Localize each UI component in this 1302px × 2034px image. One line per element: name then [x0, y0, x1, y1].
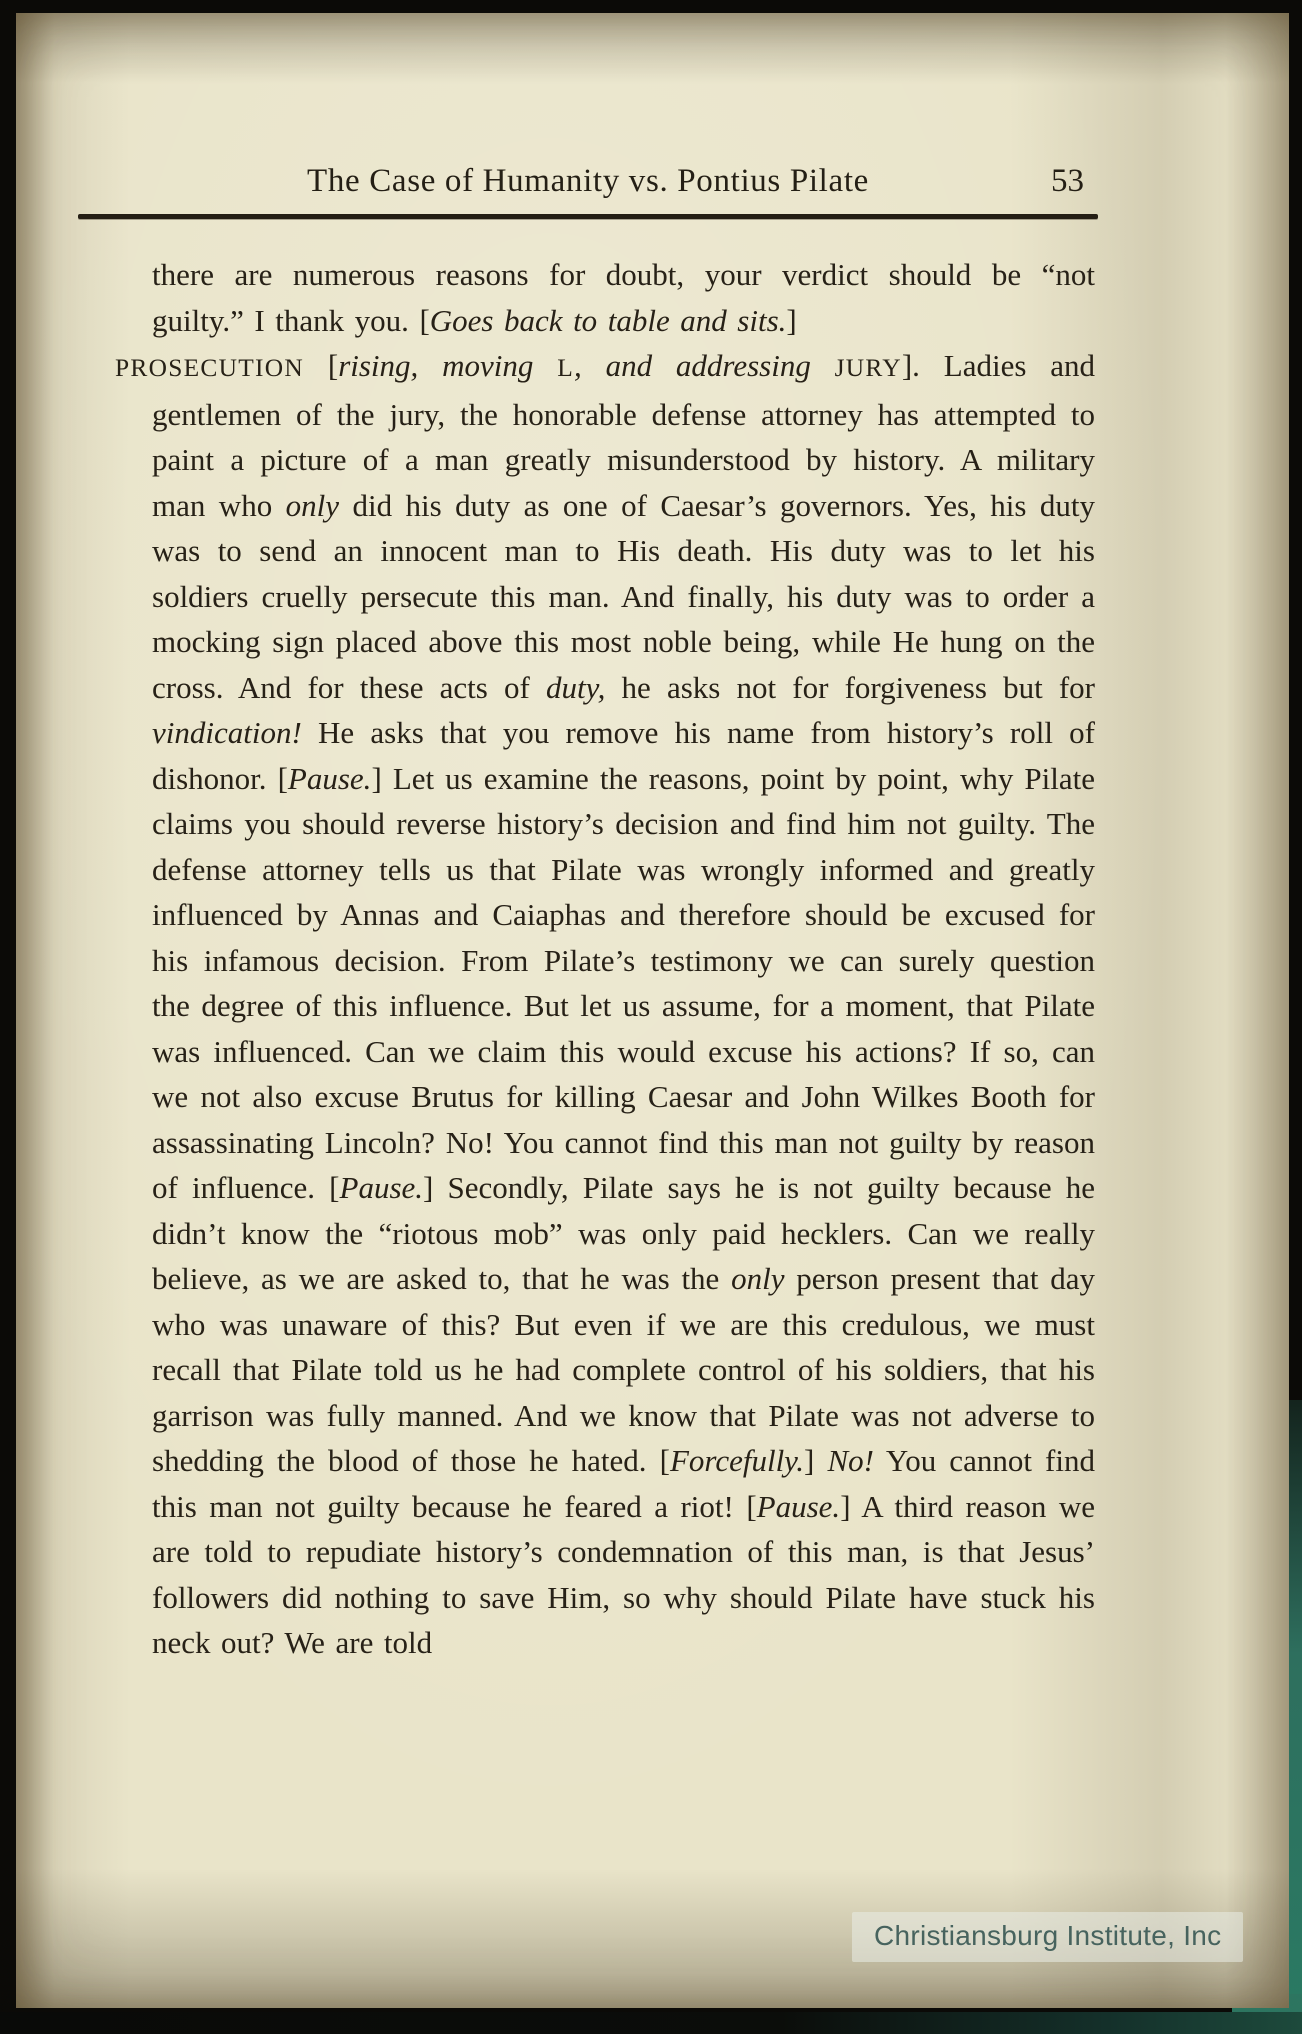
- body-text: [115, 252, 1095, 1666]
- page-number: 53: [1051, 163, 1084, 199]
- header-rule: [78, 214, 1098, 219]
- scan-bottom-shadow: [0, 2012, 1302, 2034]
- page-header: [78, 163, 1098, 200]
- page: [16, 13, 1289, 2008]
- paragraph-prosecution-speech: PROSECUTION [rising, moving L, and addressing JURY]. Ladies and gentlemen of the jury, the honorable defense attorney has attempted to paint a picture of a man greatly misunderstood by history. A military man who only did his duty as one of Caesar’s governors. Yes, his duty was to send an innocent man to His death. His duty was to let his soldiers cruelly persecute this man. And finally, his duty was to order a mocking sign placed above this most noble being, while He hung on the cross. And for these acts of duty, he asks not for forgiveness but for vindication! He asks that you remove his name from history’s roll of dishonor. [Pause.] Let us examine the reasons, point by point, why Pilate claims you should reverse history’s decision and find him not guilty. The defense attorney tells us that Pilate was wrongly informed and greatly influenced by Annas and Caiaphas and therefore should be excused for his infamous decision. From Pilate’s testimony we can surely question the degree of this influence. But let us assume, for a moment, that Pilate was influenced. Can we claim this would excuse his actions? If so, can we not also excuse Brutus for killing Caesar and John Wilkes Booth for assassinating Lincoln? No! You cannot find this man not guilty by reason of influence. [Pause.] Secondly, Pilate says he is not guilty because he didn’t know the “riotous mob” was only paid hecklers. Can we really believe, as we are asked to, that he was the only person present that day who was unaware of this? But even if we are this credulous, we must recall that Pilate told us he had complete control of his soldiers, that his garrison was fully manned. And we know that Pilate was not adverse to shedding the blood of those he hated. [Forcefully.] No! You cannot find this man not guilty because he feared a riot! [Pause.] A third reason we are told to repudiate history’s condemnation of this man, is that Jesus’ followers did nothing to save Him, so why should Pilate have stuck his neck out? We are told: [115, 348, 1095, 1660]
- running-head-title: The Case of Humanity vs. Pontius Pilate: [307, 163, 869, 199]
- watermark: [852, 1912, 1243, 1962]
- paragraph-continuation: there are numerous reasons for doubt, your verdict should be “not guilty.” I thank you. [Goes back to table and sits.]: [152, 257, 1095, 338]
- watermark-label: Christiansburg Institute, Inc: [874, 1920, 1222, 1951]
